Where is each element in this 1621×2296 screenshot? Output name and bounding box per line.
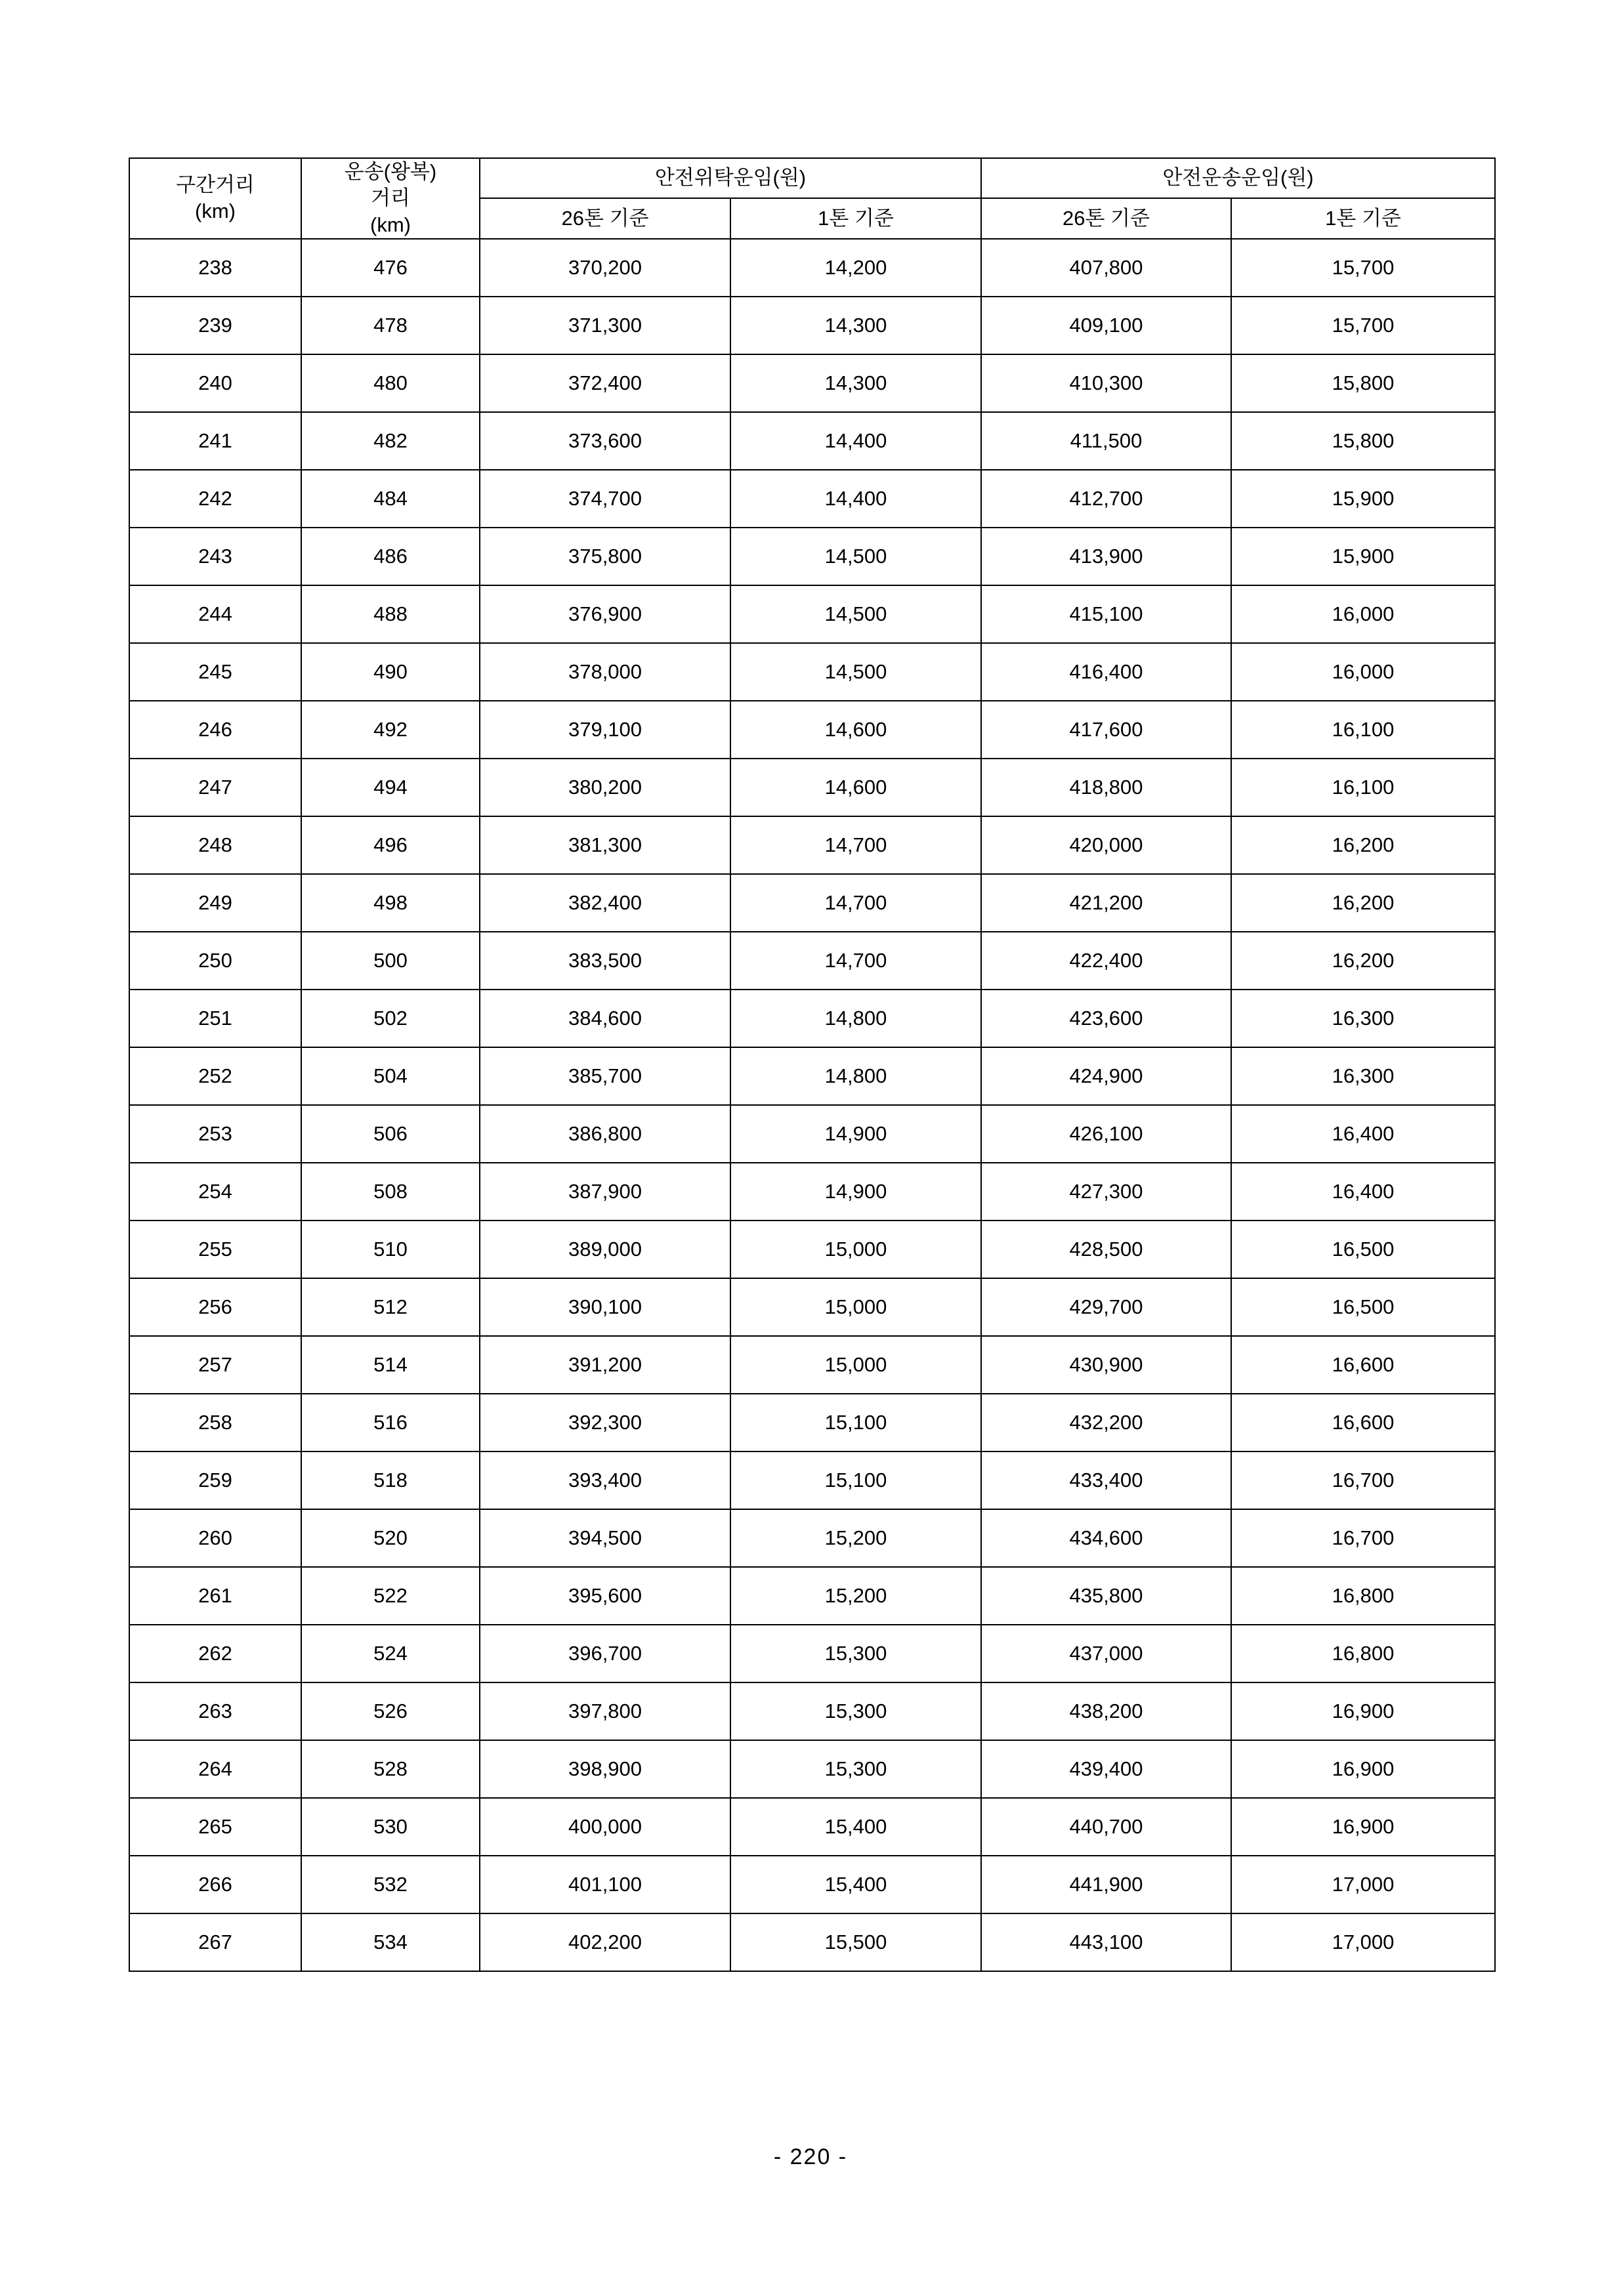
header-roundtrip-line2: 거리: [371, 186, 410, 210]
cell-distance: 261: [129, 1567, 301, 1625]
cell-consign-1t: 15,300: [730, 1625, 981, 1682]
cell-distance: 250: [129, 932, 301, 990]
cell-roundtrip: 534: [301, 1913, 480, 1971]
cell-consign-1t: 15,100: [730, 1451, 981, 1509]
cell-consign-26t: 375,800: [480, 528, 730, 585]
table-row: [129, 585, 1495, 643]
table-row: [129, 1394, 1495, 1451]
cell-distance: 255: [129, 1221, 301, 1278]
cell-consign-1t: 15,000: [730, 1221, 981, 1278]
cell-transport-1t: 16,600: [1231, 1394, 1495, 1451]
cell-transport-26t: 411,500: [981, 412, 1231, 470]
header-section-distance-line2: (km): [195, 199, 236, 223]
cell-roundtrip: 492: [301, 701, 480, 759]
table-row: [129, 354, 1495, 412]
cell-roundtrip: 516: [301, 1394, 480, 1451]
cell-roundtrip: 532: [301, 1856, 480, 1913]
cell-transport-1t: 16,800: [1231, 1625, 1495, 1682]
cell-transport-26t: 439,400: [981, 1740, 1231, 1798]
cell-transport-1t: 17,000: [1231, 1913, 1495, 1971]
cell-consign-26t: 397,800: [480, 1682, 730, 1740]
cell-consign-26t: 392,300: [480, 1394, 730, 1451]
fare-table: [129, 157, 1496, 1972]
cell-transport-1t: 16,800: [1231, 1567, 1495, 1625]
cell-transport-26t: 435,800: [981, 1567, 1231, 1625]
cell-roundtrip: 484: [301, 470, 480, 528]
cell-distance: 264: [129, 1740, 301, 1798]
cell-distance: 248: [129, 816, 301, 874]
header-roundtrip-distance: [301, 158, 480, 239]
cell-transport-26t: 434,600: [981, 1509, 1231, 1567]
cell-transport-26t: 422,400: [981, 932, 1231, 990]
cell-transport-26t: 412,700: [981, 470, 1231, 528]
cell-consign-26t: 391,200: [480, 1336, 730, 1394]
cell-transport-26t: 440,700: [981, 1798, 1231, 1856]
cell-transport-1t: 16,200: [1231, 932, 1495, 990]
cell-transport-26t: 429,700: [981, 1278, 1231, 1336]
cell-transport-1t: 15,900: [1231, 470, 1495, 528]
table-row: [129, 759, 1495, 816]
cell-consign-1t: 14,800: [730, 1047, 981, 1105]
cell-consign-26t: 387,900: [480, 1163, 730, 1221]
cell-consign-26t: 390,100: [480, 1278, 730, 1336]
cell-transport-1t: 15,700: [1231, 239, 1495, 297]
cell-distance: 254: [129, 1163, 301, 1221]
table-row: [129, 1336, 1495, 1394]
cell-consign-1t: 15,000: [730, 1278, 981, 1336]
table-row: [129, 1509, 1495, 1567]
cell-transport-1t: 16,100: [1231, 759, 1495, 816]
page-number: - 220 -: [773, 2144, 848, 2169]
cell-transport-26t: 424,900: [981, 1047, 1231, 1105]
cell-roundtrip: 480: [301, 354, 480, 412]
cell-consign-1t: 15,400: [730, 1856, 981, 1913]
cell-roundtrip: 524: [301, 1625, 480, 1682]
cell-roundtrip: 504: [301, 1047, 480, 1105]
cell-roundtrip: 490: [301, 643, 480, 701]
cell-roundtrip: 510: [301, 1221, 480, 1278]
cell-consign-26t: 380,200: [480, 759, 730, 816]
cell-consign-26t: 370,200: [480, 239, 730, 297]
cell-consign-1t: 15,200: [730, 1567, 981, 1625]
cell-transport-26t: 417,600: [981, 701, 1231, 759]
cell-consign-1t: 14,200: [730, 239, 981, 297]
cell-distance: 240: [129, 354, 301, 412]
cell-transport-1t: 16,900: [1231, 1682, 1495, 1740]
table-header: [129, 158, 1495, 239]
cell-distance: 238: [129, 239, 301, 297]
cell-transport-26t: 418,800: [981, 759, 1231, 816]
table-body: [129, 239, 1495, 1971]
table-row: [129, 990, 1495, 1047]
cell-transport-26t: 430,900: [981, 1336, 1231, 1394]
header-transport-1t: 1톤 기준: [1231, 198, 1495, 238]
cell-consign-26t: 384,600: [480, 990, 730, 1047]
header-roundtrip-line3: (km): [370, 213, 411, 236]
table-row: [129, 297, 1495, 354]
header-section-distance-line1: 구간거리: [176, 173, 255, 197]
cell-transport-26t: 416,400: [981, 643, 1231, 701]
cell-transport-1t: 16,700: [1231, 1509, 1495, 1567]
cell-roundtrip: 494: [301, 759, 480, 816]
cell-transport-1t: 16,200: [1231, 816, 1495, 874]
cell-distance: 260: [129, 1509, 301, 1567]
cell-consign-1t: 14,300: [730, 354, 981, 412]
table-row: [129, 1451, 1495, 1509]
cell-roundtrip: 500: [301, 932, 480, 990]
cell-transport-26t: 433,400: [981, 1451, 1231, 1509]
cell-transport-26t: 426,100: [981, 1105, 1231, 1163]
cell-consign-1t: 15,200: [730, 1509, 981, 1567]
cell-consign-26t: 385,700: [480, 1047, 730, 1105]
cell-consign-1t: 15,100: [730, 1394, 981, 1451]
cell-distance: 257: [129, 1336, 301, 1394]
cell-consign-1t: 14,800: [730, 990, 981, 1047]
cell-roundtrip: 526: [301, 1682, 480, 1740]
cell-consign-1t: 15,300: [730, 1740, 981, 1798]
cell-distance: 251: [129, 990, 301, 1047]
cell-consign-1t: 15,500: [730, 1913, 981, 1971]
cell-consign-26t: 396,700: [480, 1625, 730, 1682]
cell-consign-1t: 14,700: [730, 932, 981, 990]
table-row: [129, 1913, 1495, 1971]
cell-transport-26t: 420,000: [981, 816, 1231, 874]
cell-transport-26t: 409,100: [981, 297, 1231, 354]
table-row: [129, 1567, 1495, 1625]
cell-roundtrip: 488: [301, 585, 480, 643]
cell-transport-1t: 16,500: [1231, 1221, 1495, 1278]
cell-transport-1t: 16,400: [1231, 1163, 1495, 1221]
table-row: [129, 1682, 1495, 1740]
cell-consign-26t: 371,300: [480, 297, 730, 354]
cell-consign-26t: 389,000: [480, 1221, 730, 1278]
cell-consign-26t: 402,200: [480, 1913, 730, 1971]
cell-consign-26t: 398,900: [480, 1740, 730, 1798]
table-row: [129, 1221, 1495, 1278]
cell-transport-26t: 415,100: [981, 585, 1231, 643]
cell-transport-1t: 16,100: [1231, 701, 1495, 759]
cell-roundtrip: 514: [301, 1336, 480, 1394]
cell-distance: 239: [129, 297, 301, 354]
table-row: [129, 932, 1495, 990]
cell-consign-26t: 393,400: [480, 1451, 730, 1509]
cell-transport-26t: 421,200: [981, 874, 1231, 932]
cell-distance: 256: [129, 1278, 301, 1336]
cell-distance: 244: [129, 585, 301, 643]
cell-roundtrip: 528: [301, 1740, 480, 1798]
cell-distance: 259: [129, 1451, 301, 1509]
cell-consign-26t: 381,300: [480, 816, 730, 874]
cell-consign-26t: 395,600: [480, 1567, 730, 1625]
cell-roundtrip: 520: [301, 1509, 480, 1567]
cell-consign-1t: 14,500: [730, 528, 981, 585]
cell-transport-26t: 410,300: [981, 354, 1231, 412]
cell-distance: 252: [129, 1047, 301, 1105]
cell-consign-26t: 383,500: [480, 932, 730, 990]
cell-transport-1t: 15,800: [1231, 412, 1495, 470]
cell-roundtrip: 518: [301, 1451, 480, 1509]
table-row: [129, 470, 1495, 528]
table-row: [129, 1856, 1495, 1913]
cell-roundtrip: 486: [301, 528, 480, 585]
cell-consign-1t: 14,700: [730, 816, 981, 874]
cell-transport-1t: 16,700: [1231, 1451, 1495, 1509]
table-row: [129, 412, 1495, 470]
cell-consign-1t: 15,300: [730, 1682, 981, 1740]
cell-transport-26t: 413,900: [981, 528, 1231, 585]
cell-distance: 262: [129, 1625, 301, 1682]
table-row: [129, 1163, 1495, 1221]
cell-transport-26t: 438,200: [981, 1682, 1231, 1740]
cell-roundtrip: 502: [301, 990, 480, 1047]
cell-distance: 253: [129, 1105, 301, 1163]
cell-distance: 241: [129, 412, 301, 470]
cell-distance: 263: [129, 1682, 301, 1740]
header-roundtrip-line1: 운송(왕복): [344, 160, 437, 183]
fare-table-container: [129, 157, 1494, 1972]
cell-roundtrip: 530: [301, 1798, 480, 1856]
cell-consign-1t: 14,500: [730, 585, 981, 643]
cell-transport-1t: 15,700: [1231, 297, 1495, 354]
cell-transport-26t: 443,100: [981, 1913, 1231, 1971]
cell-transport-1t: 16,300: [1231, 1047, 1495, 1105]
cell-roundtrip: 506: [301, 1105, 480, 1163]
cell-distance: 243: [129, 528, 301, 585]
table-row: [129, 1740, 1495, 1798]
cell-roundtrip: 496: [301, 816, 480, 874]
cell-transport-1t: 17,000: [1231, 1856, 1495, 1913]
cell-roundtrip: 482: [301, 412, 480, 470]
table-row: [129, 701, 1495, 759]
cell-distance: 247: [129, 759, 301, 816]
cell-consign-1t: 14,900: [730, 1105, 981, 1163]
cell-consign-26t: 386,800: [480, 1105, 730, 1163]
header-section-distance: [129, 158, 301, 239]
table-row: [129, 816, 1495, 874]
table-row: [129, 1105, 1495, 1163]
cell-consign-1t: 14,700: [730, 874, 981, 932]
table-row: [129, 1278, 1495, 1336]
cell-consign-26t: 394,500: [480, 1509, 730, 1567]
cell-roundtrip: 498: [301, 874, 480, 932]
table-row: [129, 1798, 1495, 1856]
cell-consign-1t: 14,900: [730, 1163, 981, 1221]
cell-consign-26t: 372,400: [480, 354, 730, 412]
table-row: [129, 528, 1495, 585]
cell-consign-1t: 14,500: [730, 643, 981, 701]
cell-consign-26t: 401,100: [480, 1856, 730, 1913]
cell-transport-1t: 16,600: [1231, 1336, 1495, 1394]
cell-transport-1t: 15,800: [1231, 354, 1495, 412]
table-header-row-groups: [129, 158, 1495, 198]
cell-transport-26t: 407,800: [981, 239, 1231, 297]
cell-roundtrip: 512: [301, 1278, 480, 1336]
cell-transport-1t: 16,900: [1231, 1798, 1495, 1856]
cell-transport-1t: 16,400: [1231, 1105, 1495, 1163]
cell-consign-26t: 373,600: [480, 412, 730, 470]
cell-consign-1t: 15,400: [730, 1798, 981, 1856]
cell-consign-26t: 379,100: [480, 701, 730, 759]
cell-consign-26t: 382,400: [480, 874, 730, 932]
cell-consign-1t: 14,400: [730, 470, 981, 528]
cell-transport-26t: 437,000: [981, 1625, 1231, 1682]
cell-distance: 242: [129, 470, 301, 528]
cell-transport-1t: 16,500: [1231, 1278, 1495, 1336]
header-consign-1t: 1톤 기준: [730, 198, 981, 238]
cell-consign-1t: 14,400: [730, 412, 981, 470]
cell-transport-26t: 441,900: [981, 1856, 1231, 1913]
cell-consign-1t: 15,000: [730, 1336, 981, 1394]
cell-transport-26t: 432,200: [981, 1394, 1231, 1451]
cell-distance: 246: [129, 701, 301, 759]
cell-consign-1t: 14,300: [730, 297, 981, 354]
cell-distance: 258: [129, 1394, 301, 1451]
cell-transport-1t: 16,000: [1231, 643, 1495, 701]
cell-consign-26t: 378,000: [480, 643, 730, 701]
table-row: [129, 239, 1495, 297]
cell-roundtrip: 508: [301, 1163, 480, 1221]
header-group-transport-fare: 안전운송운임(원): [981, 158, 1495, 198]
cell-transport-26t: 428,500: [981, 1221, 1231, 1278]
cell-roundtrip: 522: [301, 1567, 480, 1625]
cell-transport-1t: 16,000: [1231, 585, 1495, 643]
header-transport-26t: 26톤 기준: [981, 198, 1231, 238]
cell-transport-26t: 423,600: [981, 990, 1231, 1047]
table-row: [129, 1625, 1495, 1682]
cell-transport-1t: 15,900: [1231, 528, 1495, 585]
cell-consign-26t: 400,000: [480, 1798, 730, 1856]
table-row: [129, 874, 1495, 932]
cell-consign-26t: 376,900: [480, 585, 730, 643]
cell-distance: 266: [129, 1856, 301, 1913]
header-consign-26t: 26톤 기준: [480, 198, 730, 238]
cell-distance: 245: [129, 643, 301, 701]
cell-distance: 267: [129, 1913, 301, 1971]
cell-transport-1t: 16,200: [1231, 874, 1495, 932]
cell-transport-1t: 16,300: [1231, 990, 1495, 1047]
cell-distance: 249: [129, 874, 301, 932]
cell-consign-1t: 14,600: [730, 759, 981, 816]
table-row: [129, 643, 1495, 701]
cell-roundtrip: 478: [301, 297, 480, 354]
cell-consign-26t: 374,700: [480, 470, 730, 528]
cell-consign-1t: 14,600: [730, 701, 981, 759]
cell-transport-26t: 427,300: [981, 1163, 1231, 1221]
header-group-consignment-fare: 안전위탁운임(원): [480, 158, 981, 198]
cell-distance: 265: [129, 1798, 301, 1856]
cell-transport-1t: 16,900: [1231, 1740, 1495, 1798]
cell-roundtrip: 476: [301, 239, 480, 297]
table-row: [129, 1047, 1495, 1105]
